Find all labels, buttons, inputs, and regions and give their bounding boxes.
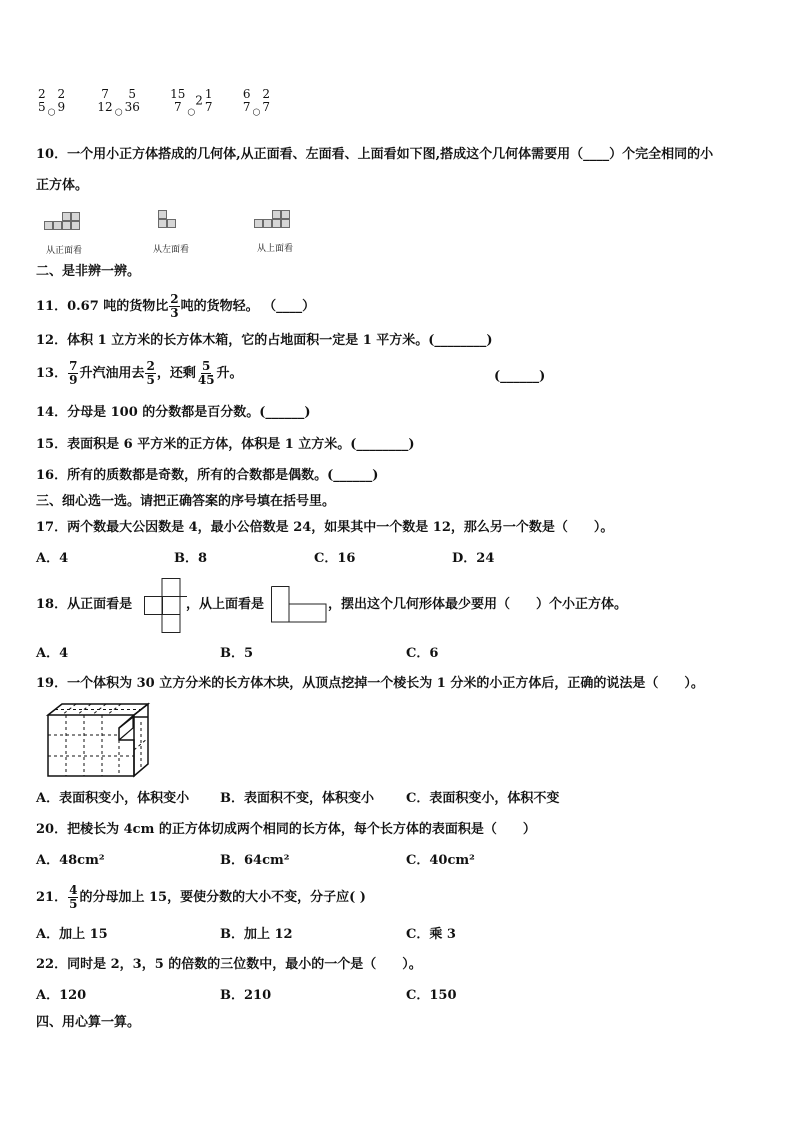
question-12: 12．体积 1 立方米的长方体木箱，它的占地面积一定是 1 平方米。(________) xyxy=(36,333,493,348)
fraction: 6 7 xyxy=(242,87,251,114)
option-a[interactable]: A．表面积变小，体积变小 xyxy=(36,791,190,806)
fraction: 5 36 xyxy=(124,87,140,114)
question-11: 11．0.67 吨的货物比 $\frac{2}{3}$ 吨的货物轻。 （____） xyxy=(36,292,316,320)
question-18-part3: ，摆出这个几何形体最少要用（ ）个小正方体。 xyxy=(328,597,628,612)
question-21: 21． $\frac{4}{5}$ 的分母加上 15，要使分数的大小不变，分子应( ) xyxy=(36,883,366,911)
option-a[interactable]: A．48cm² xyxy=(36,853,105,868)
view-label-front: 从正面看 xyxy=(46,246,83,256)
option-a[interactable]: A．4 xyxy=(36,551,69,566)
option-c[interactable]: C．表面积变小，体积不变 xyxy=(406,791,560,806)
option-c[interactable]: C．150 xyxy=(406,988,457,1003)
fraction: $\frac{7}{9}$ xyxy=(69,359,78,387)
section-4-heading: 四、用心算一算。 xyxy=(36,1015,141,1030)
option-c[interactable]: C．乘 3 xyxy=(406,927,456,942)
cuboid-with-cut-corner-figure xyxy=(40,700,156,782)
view-label-top: 从上面看 xyxy=(257,244,294,254)
option-a[interactable]: A．4 xyxy=(36,646,69,661)
option-b[interactable]: B．加上 12 xyxy=(220,927,293,942)
question-19: 19．一个体积为 30 立方分米的长方体木块，从顶点挖掉一个棱长为 1 分米的小正方体后，正确的说法是（ ）。 xyxy=(36,676,704,691)
compare-circle[interactable]: ○ xyxy=(114,107,123,118)
option-b[interactable]: B．5 xyxy=(220,646,254,661)
compare-circle[interactable]: ○ xyxy=(252,107,261,118)
fraction: 2 7 xyxy=(262,87,270,114)
fraction: 1 7 xyxy=(204,87,213,114)
view-label-left: 从左面看 xyxy=(153,245,190,255)
section-2-heading: 二、是非辨一辨。 xyxy=(36,264,141,279)
fraction: $\frac{2}{3}$ xyxy=(170,292,179,320)
compare-circle[interactable]: ○ xyxy=(47,107,56,118)
front-view-cross-figure xyxy=(144,578,188,634)
question-14: 14．分母是 100 的分数都是百分数。(______) xyxy=(36,405,311,420)
question-13-answer-blank[interactable]: (______) xyxy=(494,369,546,384)
option-b[interactable]: B．210 xyxy=(220,988,272,1003)
front-view-figure xyxy=(44,212,84,238)
fraction: $\frac{2}{5}$ xyxy=(146,359,155,387)
option-a[interactable]: A．加上 15 xyxy=(36,927,108,942)
question-20: 20．把棱长为 4cm 的正方体切成两个相同的长方体，每个长方体的表面积是（ ） xyxy=(36,822,536,837)
fraction: 7 12 xyxy=(97,87,113,114)
option-b[interactable]: B．8 xyxy=(174,551,208,566)
question-18-part2: ，从上面看是 xyxy=(186,597,265,612)
question-15: 15．表面积是 6 平方米的正方体，体积是 1 立方米。(________) xyxy=(36,437,415,452)
option-c[interactable]: C．40cm² xyxy=(406,853,475,868)
option-c[interactable]: C．6 xyxy=(406,646,439,661)
compare-circle[interactable]: ○ xyxy=(187,107,196,118)
top-view-figure-q18 xyxy=(271,586,329,624)
question-10-line2: 正方体。 xyxy=(36,178,89,193)
left-view-figure xyxy=(158,210,178,236)
question-22: 22．同时是 2，3，5 的倍数的三位数中，最小的一个是（ ）。 xyxy=(36,957,422,972)
question-17: 17．两个数最大公因数是 4，最小公倍数是 24，如果其中一个数是 12，那么另一个数是（ ）。 xyxy=(36,520,614,535)
fraction: 15 7 xyxy=(170,87,186,114)
top-view-figure xyxy=(254,210,296,236)
section-3-heading: 三、细心选一选。请把正确答案的序号填在括号里。 xyxy=(36,494,336,509)
fraction: 2 9 xyxy=(57,87,66,114)
fraction: $\frac{5}{45}$ xyxy=(197,359,215,387)
question-18-part1: 18．从正面看是 xyxy=(36,597,133,612)
option-b[interactable]: B．表面积不变，体积变小 xyxy=(220,791,374,806)
option-d[interactable]: D．24 xyxy=(452,551,495,566)
question-13: 13． $\frac{7}{9}$ 升汽油用去 $\frac{2}{5}$ ，还剩 $\frac{5}{45}$ 升。 xyxy=(36,359,243,387)
option-c[interactable]: C．16 xyxy=(314,551,356,566)
fraction: $\frac{4}{5}$ xyxy=(69,883,78,911)
option-b[interactable]: B．64cm² xyxy=(220,853,290,868)
question-16: 16．所有的质数都是奇数，所有的合数都是偶数。(______) xyxy=(36,468,379,483)
fraction-compare-row: 2 5 $_○$ 2 9 7 12 $_○$ 5 36 15 7 $_○$2 1 7 6 7 $_○$ 2 7 xyxy=(38,87,270,118)
question-10-line1: 10．一个用小正方体搭成的几何体,从正面看、左面看、上面看如下图,搭成这个几何体需要用（____）个完全相同的小 xyxy=(36,147,714,162)
fraction: 2 5 xyxy=(38,87,46,114)
option-a[interactable]: A．120 xyxy=(36,988,87,1003)
